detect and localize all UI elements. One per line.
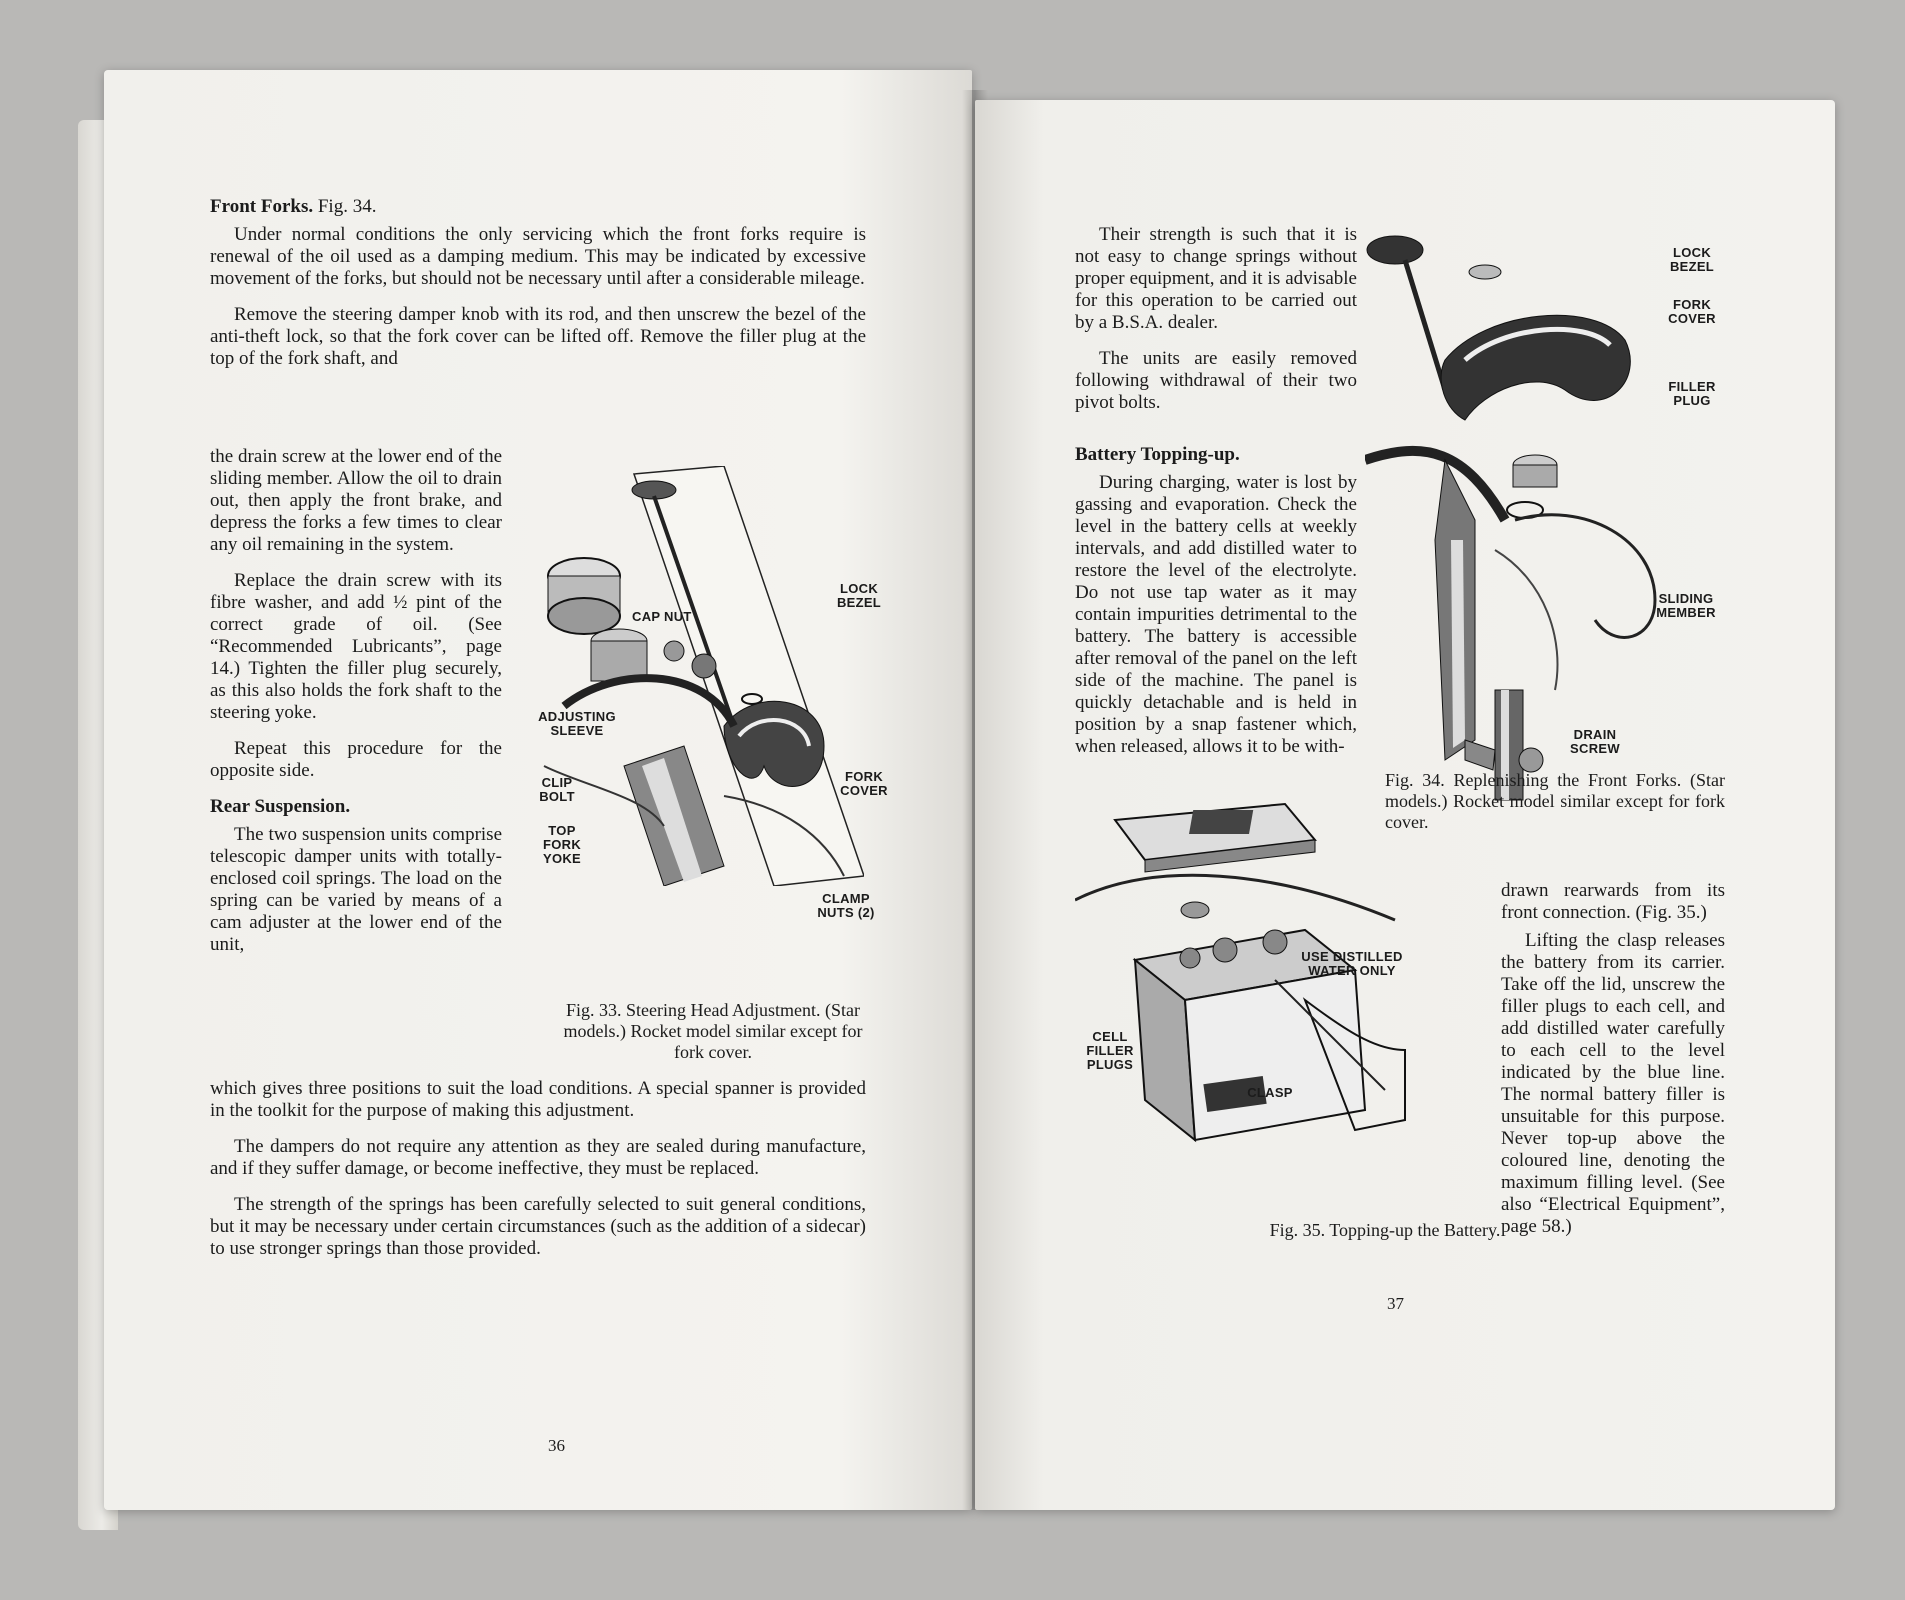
fig35-caption: Fig. 35. Topping-up the Battery. [1269, 1220, 1501, 1240]
filler-plug-drawing [1507, 455, 1557, 518]
page-number-right: 37 [1387, 1294, 1404, 1313]
label-use-distilled-water: USE DISTILLED WATER ONLY [1301, 949, 1403, 978]
front-forks-para1: Under normal conditions the only servicing which the front forks require is renewal of the oil used as a damping medium. This may be indicated by excessive movement of the forks, but should not be necessary until after a considerable mileage. [210, 224, 866, 289]
front-forks-top-text [210, 196, 866, 370]
battery-para2: Lifting the clasp releases the battery from its carrier. Take off the lid, unscrew the filler plugs to each cell, and add distilled water carefully to each cell to the level indicated by the blue line. The normal battery filler is unsuitable for this purpose. Never top-up above the coloured line, denoting the maximum filling level. (See also “Electrical Equipment”, page 58.) [1501, 930, 1725, 1237]
battery-body-drawing [1135, 902, 1365, 1140]
battery-lid-drawing [1115, 804, 1315, 872]
label-clasp: CLASP [1247, 1085, 1293, 1100]
page-number-left: 36 [548, 1436, 565, 1455]
battery-para1-cont: drawn rearwards from its front connection. (Fig. 35.) [1501, 880, 1725, 923]
rear-suspension-heading: Rear Suspension. [210, 796, 351, 817]
left-page [104, 70, 972, 1510]
fig35-battery-illustration [1075, 800, 1475, 1160]
battery-heading: Battery Topping-up. [1075, 444, 1240, 465]
units-para: The units are easily removed following withdrawal of their two pivot bolts. [1075, 348, 1357, 413]
right-column-text [1075, 224, 1357, 772]
front-forks-para2: Remove the steering damper knob with its rod, and then unscrew the bezel of the anti-theft lock, so that the fork cover can be lifted off. Remove the filler plug at the top of the fork shaft, and [210, 304, 866, 369]
label-adjusting-sleeve: ADJUSTING SLEEVE [538, 709, 616, 738]
springs-para: Their strength is such that it is not easy to change springs without proper equipment, and it is advisable for this operation to be carried out by a B.S.A. dealer. [1075, 224, 1357, 333]
label-fork-cover-fig34: FORK COVER [1668, 297, 1716, 326]
label-top-fork-yoke: TOP FORK YOKE [542, 823, 582, 866]
label-lock-bezel-fig33: LOCK BEZEL [836, 581, 882, 610]
label-cell-filler-plugs: CELL FILLER PLUGS [1086, 1029, 1134, 1072]
cap-nut-drawing [548, 558, 620, 634]
fork-cover-drawing-34 [1441, 315, 1630, 420]
label-fork-cover-fig33: FORK COVER [840, 769, 888, 798]
label-clamp-nuts: CLAMP NUTS (2) [817, 891, 875, 920]
fig33-caption: Fig. 33. Steering Head Adjustment. (Star models.) Rocket model similar except for fork cover. [563, 1000, 863, 1062]
rear-suspension-para2: The dampers do not require any attention as they are sealed during manufacture, and if they suffer damage, or become ineffective, they must be replaced. [210, 1136, 866, 1179]
right-page [975, 100, 1835, 1510]
label-filler-plug: FILLER PLUG [1668, 379, 1716, 408]
rear-suspension-para1: The two suspension units comprise telescopic damper units with totally-enclosed coil springs. The load on the spring can be varied by means of a cam adjuster at the lower end of the unit, [210, 824, 502, 955]
front-forks-heading: Front Forks. Fig. 34. [210, 196, 377, 217]
rear-suspension-para1-cont: which gives three positions to suit the load conditions. A special spanner is provided in the toolkit for the purpose of making this adjustment. [210, 1078, 866, 1121]
label-clip-bolt: CLIP BOLT [539, 775, 575, 804]
front-forks-para3: Replace the drain screw with its fibre washer, and add ½ pint of the correct grade of oil. (See “Recommended Lubricants”, page 14.) Tighten the filler plug securely, as this also holds the fork shaft to the steering yoke. [210, 570, 502, 723]
label-sliding-member: SLIDING MEMBER [1656, 591, 1716, 620]
adjusting-sleeve-drawing [591, 629, 647, 681]
front-forks-column-text [210, 446, 502, 956]
label-cap-nut: CAP NUT [632, 609, 692, 624]
rear-suspension-text [210, 1078, 866, 1274]
fig34-caption: Fig. 34. Replenishing the Front Forks. (Star models.) Rocket model similar except for fork cover. [1385, 770, 1725, 832]
label-lock-bezel-fig34: LOCK BEZEL [1669, 245, 1715, 274]
rear-suspension-para3: The strength of the springs has been carefully selected to suit general conditions, but it may be necessary under certain circumstances (such as the addition of a sidecar) to use stronger springs than those provided. [210, 1194, 866, 1259]
battery-right-text [1501, 880, 1725, 1252]
front-forks-para2-cont: the drain screw at the lower end of the sliding member. Allow the oil to drain out, then apply the front brake, and depress the forks a few times to clear any oil remaining in the system. [210, 446, 502, 555]
battery-para1: During charging, water is lost by gassing and evaporation. Check the level in the battery cells at weekly intervals, and add distilled water to restore the level of the electrolyte. Do not use tap water as it may contain impurities detrimental to the battery. The battery is accessible after removal of the panel on the left side of the machine. The panel is quickly detachable and is held in position by a snap fastener which, when released, allows it to be with- [1075, 472, 1357, 757]
label-drain-screw: DRAIN SCREW [1570, 727, 1620, 756]
damper-knob-drawing [1367, 236, 1445, 390]
front-forks-para4: Repeat this procedure for the opposite side. [210, 738, 502, 781]
